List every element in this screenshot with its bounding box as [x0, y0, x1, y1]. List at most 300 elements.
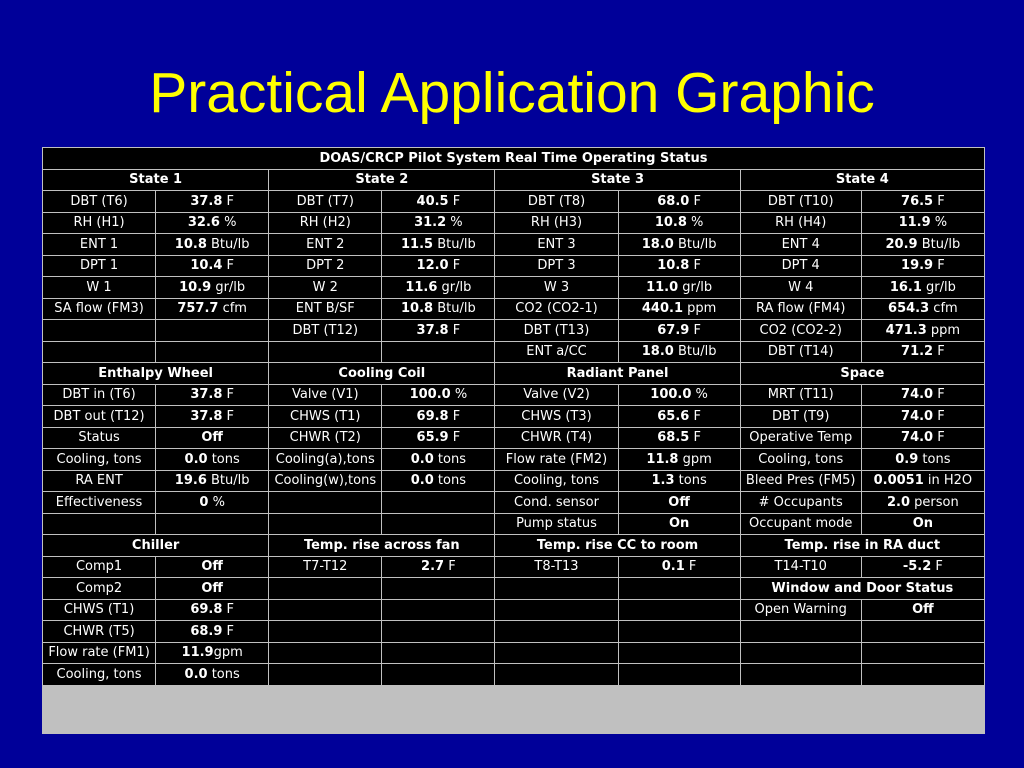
point-value [862, 471, 984, 492]
value-number: 37.8 [190, 387, 223, 403]
value-unit: F [931, 559, 943, 575]
value-number: 65.9 [416, 430, 449, 446]
point-label: MRT (T11) [741, 385, 861, 406]
empty-cell [495, 578, 617, 599]
point-label: ENT 3 [495, 234, 617, 255]
value-unit: tons [433, 451, 466, 467]
value-number: 67.9 [657, 322, 690, 338]
point-value [156, 299, 268, 320]
value-unit: Btu/lb [433, 236, 476, 252]
value-unit: % [446, 215, 463, 231]
value-unit: ppm [683, 301, 717, 317]
value-unit: tons [207, 666, 240, 682]
value-number: 471.3 [885, 322, 927, 338]
empty-cell [382, 664, 494, 685]
point-value [619, 277, 740, 298]
value-unit: Btu/lb [917, 236, 961, 252]
empty-cell [495, 643, 617, 664]
point-label: CHWS (T1) [269, 406, 381, 427]
point-value [619, 256, 740, 277]
point-value [382, 191, 494, 212]
table-row [43, 170, 984, 191]
table-row [43, 557, 984, 578]
point-label: Occupant mode [741, 514, 861, 535]
point-label: CHWS (T3) [495, 406, 617, 427]
table-title-row [43, 148, 984, 169]
point-label: CHWR (T2) [269, 428, 381, 449]
point-value [862, 385, 984, 406]
value-number: 65.6 [657, 408, 690, 424]
value-unit: cfm [218, 301, 247, 317]
point-value [862, 557, 984, 578]
point-label: Cooling, tons [43, 449, 155, 470]
table-row [43, 600, 984, 621]
empty-cell [43, 514, 155, 535]
point-value [156, 621, 268, 642]
section-header: Radiant Panel [495, 363, 739, 384]
value-number: 10.8 [401, 301, 434, 317]
point-label: Pump status [495, 514, 617, 535]
value-number: 654.3 [888, 301, 930, 317]
section-header: Enthalpy Wheel [43, 363, 268, 384]
value-unit: tons [918, 451, 951, 467]
status-panel [42, 147, 985, 734]
table-row [43, 256, 984, 277]
point-value [619, 428, 740, 449]
value-number: 757.7 [177, 301, 219, 317]
point-value [382, 406, 494, 427]
point-value [156, 428, 268, 449]
section-header: State 2 [269, 170, 494, 191]
point-value [382, 277, 494, 298]
point-value [382, 385, 494, 406]
point-label: T8-T13 [495, 557, 617, 578]
point-value [156, 385, 268, 406]
value-number: 100.0 [409, 387, 451, 403]
value-number: 20.9 [885, 236, 918, 252]
value-number: 440.1 [641, 301, 683, 317]
value-number: 11.8 [646, 451, 679, 467]
value-unit: gpm [678, 451, 712, 467]
point-label: SA flow (FM3) [43, 299, 155, 320]
empty-cell [619, 664, 740, 685]
point-value [156, 256, 268, 277]
point-label: Cond. sensor [495, 492, 617, 513]
value-unit: gr/lb [678, 279, 713, 295]
table-row [43, 213, 984, 234]
value-number: 16.1 [889, 279, 922, 295]
value-number: 2.0 [887, 494, 911, 510]
empty-cell [741, 621, 861, 642]
table-row [43, 428, 984, 449]
value-unit: F [222, 408, 235, 424]
point-label: Comp2 [43, 578, 155, 599]
value-number: 18.0 [641, 344, 674, 360]
value-unit: % [691, 387, 708, 403]
empty-cell [862, 621, 984, 642]
slide-title: Practical Application Graphic [149, 61, 875, 125]
point-label: Cooling(a),tons [269, 449, 381, 470]
point-label: ENT a/CC [495, 342, 617, 363]
point-label: CHWS (T1) [43, 600, 155, 621]
point-value [862, 191, 984, 212]
point-value [382, 213, 494, 234]
table-row [43, 535, 984, 556]
section-header: Chiller [43, 535, 268, 556]
point-value [862, 449, 984, 470]
point-label: CO2 (CO2-1) [495, 299, 617, 320]
value-number: Off [201, 559, 223, 575]
point-label: Operative Temp [741, 428, 861, 449]
point-label: ENT 1 [43, 234, 155, 255]
point-value [862, 514, 984, 535]
point-label: Valve (V1) [269, 385, 381, 406]
value-unit: % [686, 215, 704, 231]
value-number: 0.0 [184, 451, 208, 467]
point-value [156, 471, 268, 492]
point-label: T7-T12 [269, 557, 381, 578]
table-row [43, 299, 984, 320]
value-number: 0.0051 [873, 473, 924, 489]
section-header: Cooling Coil [269, 363, 494, 384]
point-value [156, 600, 268, 621]
point-label: T14-T10 [741, 557, 861, 578]
value-number: Off [201, 430, 223, 446]
value-number: 11.9 [181, 645, 214, 661]
empty-cell [382, 621, 494, 642]
value-unit: gr/lb [437, 279, 472, 295]
value-unit: F [222, 623, 235, 639]
value-unit: F [448, 258, 461, 274]
empty-cell [382, 600, 494, 621]
point-value [382, 234, 494, 255]
point-label: DBT (T13) [495, 320, 617, 341]
value-number: Off [668, 494, 690, 510]
point-value [382, 471, 494, 492]
value-number: 11.6 [405, 279, 438, 295]
point-label: CO2 (CO2-2) [741, 320, 861, 341]
value-number: 74.0 [901, 387, 934, 403]
value-number: 31.2 [414, 215, 447, 231]
value-unit: F [689, 322, 701, 338]
point-label: Flow rate (FM2) [495, 449, 617, 470]
point-label: ENT 2 [269, 234, 381, 255]
empty-cell [269, 643, 381, 664]
point-label: Cooling, tons [741, 449, 861, 470]
value-unit: % [930, 215, 948, 231]
value-number: 0.0 [410, 473, 434, 489]
point-value [382, 256, 494, 277]
value-number: 0.0 [410, 451, 434, 467]
table-row [43, 664, 984, 685]
point-label: ENT 4 [741, 234, 861, 255]
value-unit: F [689, 408, 701, 424]
point-value [156, 234, 268, 255]
empty-cell [862, 643, 984, 664]
point-label: Open Warning [741, 600, 861, 621]
point-label: DBT (T12) [269, 320, 381, 341]
point-value [619, 234, 740, 255]
point-label: DBT (T8) [495, 191, 617, 212]
point-label: DBT (T10) [741, 191, 861, 212]
point-label: W 4 [741, 277, 861, 298]
point-value [619, 514, 740, 535]
point-label: RH (H1) [43, 213, 155, 234]
value-number: On [912, 516, 934, 532]
point-label: # Occupants [741, 492, 861, 513]
value-number: Off [201, 580, 223, 596]
point-label: RA flow (FM4) [741, 299, 861, 320]
table-row [43, 449, 984, 470]
empty-cell [269, 492, 381, 513]
value-unit: F [444, 559, 456, 575]
empty-cell [269, 578, 381, 599]
value-number: 76.5 [901, 193, 934, 209]
section-header: Space [741, 363, 984, 384]
point-label: RH (H3) [495, 213, 617, 234]
point-label: DBT (T14) [741, 342, 861, 363]
point-label: RH (H4) [741, 213, 861, 234]
table-row [43, 406, 984, 427]
point-value [382, 449, 494, 470]
value-number: 32.6 [187, 215, 220, 231]
value-number: 10.9 [179, 279, 212, 295]
value-number: 100.0 [650, 387, 692, 403]
point-label: Status [43, 428, 155, 449]
value-number: 0 [199, 494, 209, 510]
point-value [156, 449, 268, 470]
point-label: DPT 3 [495, 256, 617, 277]
value-unit: F [689, 430, 701, 446]
section-header: Temp. rise CC to room [495, 535, 739, 556]
value-unit: gr/lb [921, 279, 956, 295]
value-unit: F [933, 344, 945, 360]
point-value [619, 449, 740, 470]
value-unit: F [448, 322, 461, 338]
value-number: 37.8 [416, 322, 449, 338]
value-number: 74.0 [901, 408, 934, 424]
point-value [862, 234, 984, 255]
value-unit: F [222, 387, 235, 403]
point-label: CHWR (T4) [495, 428, 617, 449]
point-value [382, 557, 494, 578]
point-label: W 3 [495, 277, 617, 298]
value-unit: ppm [926, 322, 961, 338]
empty-cell [741, 643, 861, 664]
value-number: 10.4 [190, 258, 223, 274]
value-unit: F [222, 193, 235, 209]
value-number: 40.5 [416, 193, 449, 209]
section-header: Temp. rise across fan [269, 535, 494, 556]
point-value [862, 320, 984, 341]
empty-cell [382, 492, 494, 513]
empty-cell [382, 643, 494, 664]
value-unit: person [910, 494, 959, 510]
value-unit: tons [433, 473, 466, 489]
point-value [156, 191, 268, 212]
value-unit: F [933, 387, 945, 403]
value-unit: F [222, 258, 235, 274]
value-number: 68.0 [657, 193, 690, 209]
point-value [619, 406, 740, 427]
value-number: 11.0 [646, 279, 679, 295]
value-number: 69.8 [416, 408, 449, 424]
value-number: Off [912, 602, 934, 618]
point-label: DPT 2 [269, 256, 381, 277]
value-number: 11.9 [898, 215, 931, 231]
value-unit: % [219, 215, 237, 231]
point-label: Cooling, tons [495, 471, 617, 492]
table-row [43, 621, 984, 642]
table-row [43, 492, 984, 513]
table-row [43, 578, 984, 599]
table-row [43, 385, 984, 406]
point-label: Cooling(w),tons [269, 471, 381, 492]
empty-cell [495, 600, 617, 621]
point-value [156, 277, 268, 298]
table-row [43, 471, 984, 492]
point-label: RA ENT [43, 471, 155, 492]
empty-cell [382, 514, 494, 535]
point-value [156, 664, 268, 685]
point-value [619, 385, 740, 406]
value-unit: Btu/lb [206, 236, 250, 252]
empty-cell [382, 342, 494, 363]
empty-cell [862, 664, 984, 685]
point-value [619, 492, 740, 513]
value-unit: F [448, 430, 461, 446]
value-unit: % [208, 494, 225, 510]
point-value [619, 471, 740, 492]
point-value [862, 213, 984, 234]
point-value [156, 557, 268, 578]
point-value [862, 342, 984, 363]
table-row [43, 277, 984, 298]
value-number: 18.0 [641, 236, 674, 252]
empty-cell [156, 342, 268, 363]
empty-cell [269, 664, 381, 685]
point-label: Cooling, tons [43, 664, 155, 685]
status-table [42, 147, 985, 686]
table-row [43, 514, 984, 535]
value-number: 19.9 [901, 258, 934, 274]
table-row [43, 320, 984, 341]
value-number: 37.8 [190, 408, 223, 424]
point-value [619, 191, 740, 212]
value-number: 1.3 [651, 473, 675, 489]
point-value [862, 299, 984, 320]
value-unit: F [933, 258, 945, 274]
value-unit: F [222, 602, 235, 618]
point-label: CHWR (T5) [43, 621, 155, 642]
point-value [382, 299, 494, 320]
value-unit: Btu/lb [433, 301, 476, 317]
point-value [156, 406, 268, 427]
point-value [619, 320, 740, 341]
value-number: 71.2 [901, 344, 934, 360]
point-label: DBT (T9) [741, 406, 861, 427]
point-label: DPT 4 [741, 256, 861, 277]
table-row [43, 234, 984, 255]
empty-cell [741, 664, 861, 685]
value-unit: F [689, 193, 701, 209]
value-unit: gr/lb [211, 279, 246, 295]
value-number: 69.8 [190, 602, 223, 618]
empty-cell [382, 578, 494, 599]
value-unit: F [448, 408, 461, 424]
value-unit: F [684, 559, 697, 575]
value-unit: tons [674, 473, 707, 489]
empty-cell [619, 600, 740, 621]
value-unit: in H2O [923, 473, 973, 489]
point-value [382, 428, 494, 449]
value-unit: % [450, 387, 468, 403]
value-number: 10.8 [654, 215, 687, 231]
point-label: RH (H2) [269, 213, 381, 234]
point-value [156, 643, 268, 664]
point-value [619, 557, 740, 578]
point-label: DBT out (T12) [43, 406, 155, 427]
section-header: State 1 [43, 170, 268, 191]
empty-cell [269, 621, 381, 642]
table-row [43, 191, 984, 212]
point-label: ENT B/SF [269, 299, 381, 320]
value-unit: F [933, 408, 945, 424]
point-label: DBT (T7) [269, 191, 381, 212]
value-unit: Btu/lb [673, 236, 717, 252]
point-label: Bleed Pres (FM5) [741, 471, 861, 492]
empty-cell [619, 578, 740, 599]
value-unit: F [448, 193, 461, 209]
section-header: Temp. rise in RA duct [741, 535, 984, 556]
empty-cell [43, 320, 155, 341]
value-number: 68.9 [190, 623, 223, 639]
point-value [862, 492, 984, 513]
point-label: DPT 1 [43, 256, 155, 277]
value-unit: F [933, 193, 945, 209]
value-unit: tons [207, 451, 240, 467]
value-number: On [668, 516, 690, 532]
point-value [382, 320, 494, 341]
table-title: DOAS/CRCP Pilot System Real Time Operating Status [43, 148, 984, 169]
point-label: W 1 [43, 277, 155, 298]
value-number: 0.1 [661, 559, 685, 575]
point-value [156, 578, 268, 599]
empty-cell [269, 514, 381, 535]
point-label: Comp1 [43, 557, 155, 578]
point-label: Effectiveness [43, 492, 155, 513]
empty-cell [156, 320, 268, 341]
point-value [156, 492, 268, 513]
table-row [43, 342, 984, 363]
point-label: DBT in (T6) [43, 385, 155, 406]
value-number: 37.8 [190, 193, 223, 209]
point-value [619, 299, 740, 320]
value-number: 0.0 [184, 666, 208, 682]
value-number: 10.8 [657, 258, 690, 274]
point-value [156, 213, 268, 234]
value-number: 11.5 [401, 236, 434, 252]
point-value [619, 342, 740, 363]
empty-cell [156, 514, 268, 535]
value-unit: Btu/lb [206, 473, 250, 489]
value-unit: gpm [213, 645, 243, 661]
point-value [862, 277, 984, 298]
section-header: State 4 [741, 170, 984, 191]
value-unit: F [933, 430, 945, 446]
value-number: 10.8 [174, 236, 207, 252]
point-label: DBT (T6) [43, 191, 155, 212]
